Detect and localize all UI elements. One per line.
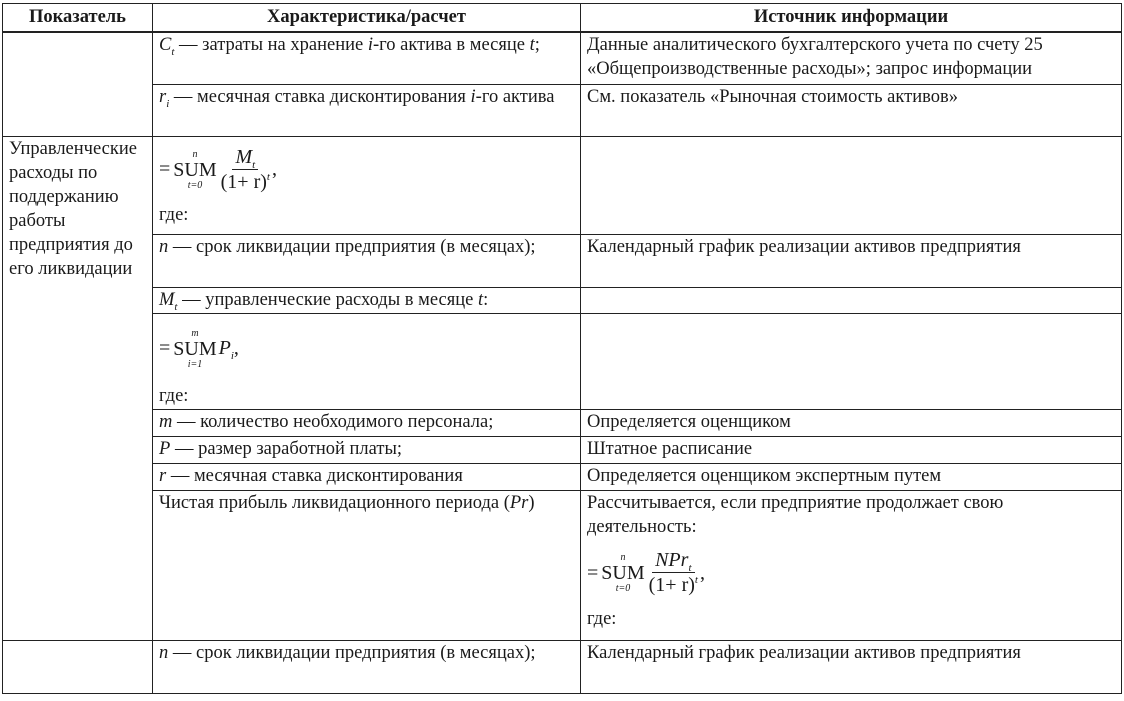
liquidation-term-source: Календарный график реализации активов предприятия [581,234,1122,287]
net-profit-term-calc: n — срок ликвидации предприятия (в месяцах); [153,640,581,693]
net-profit-calc [581,490,1122,640]
indicator-cell [3,84,153,136]
table-row [3,436,1122,463]
staff-count-source: Определяется оценщиком [581,409,1122,436]
monthly-expenses-calc: $M_t$ — управленческие расходы в месяце t: [153,287,581,313]
storage-cost-calc: $C_t$ — затраты на хранение i-го актива в месяце t; [153,32,581,84]
table-row [3,463,1122,490]
table-row [3,313,1122,409]
salary-formula-source [581,313,1122,409]
salary-source: Штатное расписание [581,436,1122,463]
monthly-rate-calc: r — месячная ставка дисконтирования [153,463,581,490]
sum-operator: m SUM i=1 [173,327,217,370]
liquidation-term-calc: n — срок ликвидации предприятия (в месяцах); [153,234,581,287]
table-row [3,409,1122,436]
management-formula-cell [153,136,581,234]
net-profit-term-source: Календарный график реализации активов предприятия [581,640,1122,693]
table-row [3,84,1122,136]
fraction: $\frac{NPr_t}{(1+ r)^t}$ [648,549,698,596]
table-row [3,234,1122,287]
storage-cost-source: Данные аналитического бухгалтерского учета по счету 25 «Общепроизводственные расходы»; запрос информации [581,32,1122,84]
sum-operator: n SUM t=0 [601,551,645,594]
net-profit-intro: Рассчитывается, если предприятие продолжает свою деятельность: [587,492,1004,537]
discount-rate-source: См. показатель «Рыночная стоимость активов» [581,84,1122,136]
header-indicator: Показатель [3,4,153,33]
table-header-row [3,4,1122,33]
where-label: где: [159,204,189,225]
indicator-cell [3,640,153,693]
monthly-expenses-source [581,287,1122,313]
where-label: где: [587,608,617,629]
header-source: Источник информации [581,4,1122,33]
header-calculation: Характеристика/расчет [153,4,581,33]
sum-operator: n SUM t=0 [173,148,217,191]
monthly-rate-source: Определяется оценщиком экспертным путем [581,463,1122,490]
table-row [3,136,1122,234]
salary-formula-cell [153,313,581,409]
discount-rate-calc: $r_i$ — месячная ставка дисконтирования i-го актива [153,84,581,136]
fraction: $\frac{M_t}{(1+ r)^t}$ [220,146,270,193]
management-indicator: Управленческие расходы по поддержанию работы предприятия до его ликвидации [3,136,153,640]
indicator-cell [3,32,153,84]
table-row [3,32,1122,84]
table-row [3,490,1122,640]
salary-formula: = m SUM i=1 $P_i$ , [159,327,239,370]
table-row [3,287,1122,313]
staff-count-calc: m — количество необходимого персонала; [153,409,581,436]
management-source [581,136,1122,234]
net-profit-indicator: Чистая прибыль ликвидационного периода (Pr) [153,490,581,640]
where-label: где: [159,385,189,406]
data-table [2,3,1122,694]
salary-calc: P — размер заработной платы; [153,436,581,463]
table-row [3,640,1122,693]
management-formula: = n SUM t=0 $\frac{M_t}{(1+ r)^t}$ , [159,146,277,193]
net-profit-formula: = n SUM t=0 $\frac{NPr_t}{(1+ r)^t}$ , [587,549,705,596]
